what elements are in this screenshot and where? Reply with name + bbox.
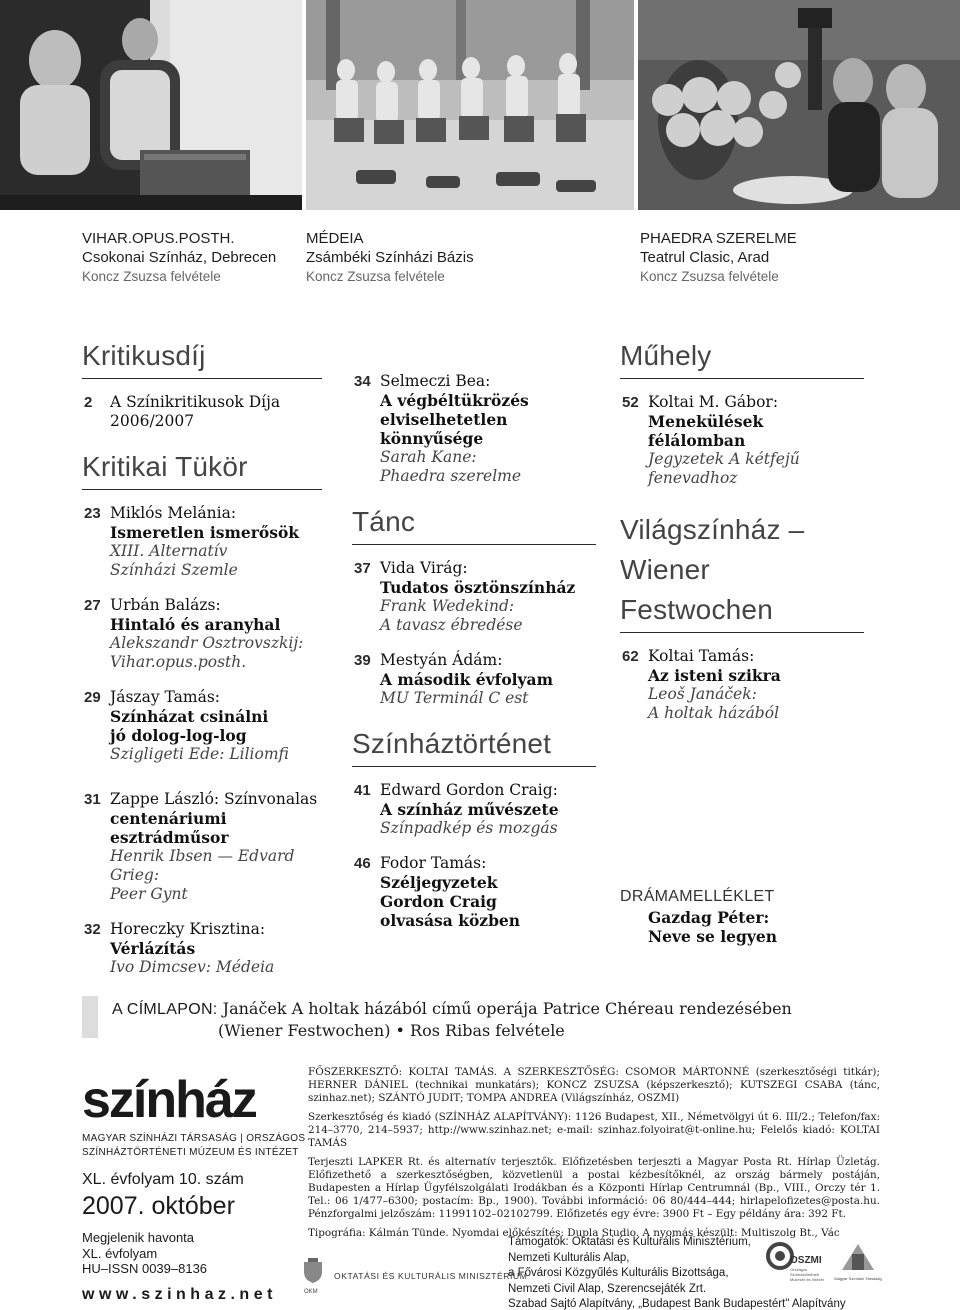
entry-title: A második évfolyam xyxy=(380,670,554,689)
toc-entry[interactable] xyxy=(352,372,596,486)
page-number: 32 xyxy=(84,921,101,938)
entry-title: könnyűsége xyxy=(380,429,484,448)
entry-subject: Színházi Szemle xyxy=(110,561,238,579)
caption-title: MÉDEIA xyxy=(306,230,364,247)
website-link[interactable]: www.szinhaz.net xyxy=(82,1286,277,1303)
drama-supplement[interactable] xyxy=(620,886,860,946)
staff-info xyxy=(308,1066,880,1240)
entry-subject: MU Terminál C est xyxy=(380,689,529,707)
ministry-logo-small: OKM xyxy=(304,1289,318,1295)
supporters xyxy=(508,1235,846,1310)
entry-subject: Alekszandr Osztrovszkij: xyxy=(110,634,304,652)
toc-entry[interactable] xyxy=(352,781,596,838)
page-number: 41 xyxy=(354,782,371,799)
entry-author: Mestyán Ádám: xyxy=(380,651,503,669)
entry-title: olvasása közben xyxy=(380,911,521,930)
toc-entry[interactable] xyxy=(82,504,322,580)
page-number: 37 xyxy=(354,560,371,577)
page-number: 52 xyxy=(622,394,639,411)
entry-subject: Henrik Ibsen — Edvard Grieg: xyxy=(110,847,295,884)
entry-title: A színház művészete xyxy=(380,800,559,819)
entry-subject: Jegyzetek A kétfejű fenevadhoz xyxy=(648,450,800,487)
cover-note-bar xyxy=(82,996,98,1038)
toc-entry[interactable] xyxy=(82,920,322,977)
toc-entry[interactable] xyxy=(620,647,864,723)
staff-publisher: Szerkesztőség és kiadó (SZÍNHÁZ ALAPÍTVÁNY): 1126 Budapest, XII., Németvölgyi út 6. III/2.; Telefon/fax: 214–3770, 214–5937; http://www.szinhaz.net; e-mail: szinhaz.folyoirat@t-online.hu; Felelős kiadó: KOLTAI TAMÁS xyxy=(308,1111,880,1149)
caption-vihar xyxy=(82,229,276,286)
toc-column-1 xyxy=(82,336,322,993)
entry-subject: Phaedra szerelme xyxy=(380,467,522,485)
section-title: Világszínház – xyxy=(620,514,805,545)
caption-title: PHAEDRA SZERELME xyxy=(640,230,797,247)
supplement-author: Gazdag Péter: xyxy=(648,908,770,927)
toc-entry[interactable] xyxy=(82,393,322,431)
staff-distribution: Terjeszti LAPKER Rt. és alternatív terjesztők. Előfizetésben terjeszti a Magyar Posta Rt. Hírlap Üzletág. Előfizethető a szerkesztőségben, közvetlenül a postai kézbesítőknél, az ország bármely postáján, Budapesten a Hírlap Ügyfélszolgálati Irodákban és a Központi Hírlap Centrumnál (Bp., VIII., Orczy tér 1. Tel.: 06 1/477–6300; postacím: Bp., 1900). További információ: 06 80/444–444; hirlapelofizetes@posta.hu. Pénzforgalmi jelzőszám: 11991102–02102799. Előfizetés egy évre: 3900 Ft – Egy példány ára: 392 Ft. xyxy=(308,1156,880,1220)
entry-title: Hintaló és aranyhal xyxy=(110,615,281,634)
entry-line: 2006/2007 xyxy=(110,412,195,430)
cover-note-line1: Janáček A holtak házából című operája Patrice Chéreau rendezésében xyxy=(222,999,792,1018)
publisher xyxy=(82,1132,305,1160)
entry-author: Vida Virág: xyxy=(380,559,468,577)
section-title: Wiener Festwochen xyxy=(620,554,773,625)
section-title: Kritikai Tükör xyxy=(82,451,248,482)
entry-title: Gordon Craig xyxy=(380,892,497,911)
entry-line: A Színikritikusok Díja xyxy=(110,393,281,411)
toc-entry[interactable] xyxy=(352,651,596,708)
toc-entry[interactable] xyxy=(82,596,322,672)
caption-place: Csokonai Színház, Debrecen xyxy=(82,249,277,266)
frequency: Megjelenik havonta xyxy=(82,1230,195,1245)
caption-credit: Koncz Zsuzsa felvétele xyxy=(306,269,445,284)
toc-column-3 xyxy=(620,336,864,739)
section-rule xyxy=(352,544,596,545)
toc-entry[interactable] xyxy=(82,688,322,764)
entry-author: Koltai M. Gábor: xyxy=(648,393,779,411)
staff-credits: Tipográfia: Kálmán Tünde. Nyomdai előkészítés: Dupla Studio. A nyomás készült: Multiszolg Bt., Vác xyxy=(308,1227,840,1239)
staff-editors: FŐSZERKESZTŐ: KOLTAI TAMÁS. A SZERKESZTŐSÉG: CSOMOR MÁRTONNÉ (szerkesztőségi titkár); HERNER DÁNIEL (technikai munkatárs); KONCZ ZSUZSA (képszerkesztő); KUTSZEGI CSABA (tánc, szinhaz.net); SZÁNTÓ JUDIT; TOMPA ANDREA (Világszínház, OSZMI) xyxy=(308,1066,880,1104)
section-rule xyxy=(352,766,596,767)
caption-place: Zsámbéki Színházi Bázis xyxy=(306,249,474,266)
supporters-line: Szabad Sajtó Alapítvány, „Budapest Bank Budapestért" Alapítvány xyxy=(508,1298,846,1310)
cover-note xyxy=(112,998,852,1041)
supporters-line: Támogatók: Oktatási és Kulturális Minisztérium, xyxy=(508,1236,751,1248)
issn: HU–ISSN 0039–8136 xyxy=(82,1261,208,1276)
entry-subject: Leoš Janáček: xyxy=(648,685,757,703)
supplement-title: DRÁMAMELLÉKLET xyxy=(620,888,775,905)
issue-info xyxy=(82,1230,207,1277)
ministry-logo: OKTATÁSI ÉS KULTURÁLIS MINISZTÉRIUM xyxy=(334,1271,528,1281)
publisher-line2: SZÍNHÁZTÖRTÉNETI MÚZEUM ÉS INTÉZET xyxy=(82,1147,299,1158)
entry-subject: Ivo Dimcsev: Médeia xyxy=(110,958,275,976)
entry-subject: A tavasz ébredése xyxy=(380,616,523,634)
section-rule xyxy=(620,632,864,633)
ptk-logo: Magyar Színházi Társaság xyxy=(834,1276,882,1281)
entry-author: Miklós Melánia: xyxy=(110,504,237,522)
section-rule xyxy=(82,489,322,490)
toc-entry[interactable] xyxy=(82,790,322,904)
entry-author: Edward Gordon Craig: xyxy=(380,781,558,799)
cover-note-label: A CÍMLAPON: xyxy=(112,1001,218,1018)
photo-phaedra xyxy=(638,0,960,210)
page-number: 34 xyxy=(354,373,371,390)
entry-subject: A holtak házából xyxy=(648,704,780,722)
section-rule xyxy=(620,378,864,379)
section-title: Színháztörténet xyxy=(352,728,552,759)
issue-number: XL. évfolyam 10. szám xyxy=(82,1171,244,1188)
page-number: 29 xyxy=(84,689,101,706)
oszmi-logo: OSZMI xyxy=(790,1255,822,1266)
entry-title: elviselhetetlen xyxy=(380,410,508,429)
entry-author: Jászay Tamás: xyxy=(110,688,220,706)
cover-note-line2: (Wiener Festwochen) • Ros Ribas felvétele xyxy=(218,1021,565,1040)
page-number: 31 xyxy=(84,791,101,808)
entry-subject: Vihar.opus.posth. xyxy=(110,653,247,671)
entry-author: Urbán Balázs: xyxy=(110,596,221,614)
entry-title: A végbéltükrözés xyxy=(380,391,529,410)
entry-title: Széljegyzetek xyxy=(380,873,498,892)
section-title: Tánc xyxy=(352,506,416,537)
volume: XL. évfolyam xyxy=(82,1245,158,1261)
section-title: Műhely xyxy=(620,340,712,371)
entry-title: Színházat csinálni xyxy=(110,707,269,726)
entry-author: Fodor Tamás: xyxy=(380,854,487,872)
caption-medeia xyxy=(306,229,474,286)
entry-subject: Szigligeti Ede: Liliomfi xyxy=(110,745,289,763)
entry-author: Selmeczi Bea: xyxy=(380,372,491,390)
entry-author: Horeczky Krisztina: xyxy=(110,920,266,938)
issue-date: 2007. október xyxy=(82,1192,235,1220)
caption-credit: Koncz Zsuzsa felvétele xyxy=(82,269,221,284)
entry-subject: Sarah Kane: xyxy=(380,448,477,466)
entry-title: Menekülések félálomban xyxy=(648,412,764,450)
entry-title: Vérlázítás xyxy=(110,939,196,958)
photo-vihar xyxy=(0,0,302,210)
supporters-line: a Fővárosi Közgyűlés Kulturális Bizottsága, xyxy=(508,1267,729,1279)
caption-credit: Koncz Zsuzsa felvétele xyxy=(640,269,779,284)
oszmi-logo-sub: Országos Színháztörténeti Múzeum és Intézet xyxy=(790,1267,824,1282)
coat-of-arms-icon xyxy=(302,1258,324,1284)
entry-subject: Peer Gynt xyxy=(110,885,188,903)
caption-place: Teatrul Clasic, Arad xyxy=(640,249,770,266)
toc-entry[interactable] xyxy=(352,854,596,930)
page-number: 23 xyxy=(84,505,101,522)
section-title: Kritikusdíj xyxy=(82,340,206,371)
page-number: 62 xyxy=(622,648,639,665)
entry-subject: Frank Wedekind: xyxy=(380,597,515,615)
supporters-line: Nemzeti Civil Alap, Szerencsejáték Zrt. xyxy=(508,1282,707,1295)
entry-title: Ismeretlen ismerősök xyxy=(110,523,300,542)
section-rule xyxy=(82,378,322,379)
caption-phaedra xyxy=(640,229,797,286)
toc-column-2 xyxy=(352,372,596,946)
page-number: 27 xyxy=(84,597,101,614)
supplement-work: Neve se legyen xyxy=(648,927,778,946)
entry-title: centenáriumi esztrádműsor xyxy=(110,809,229,847)
magazine-logo: színház xyxy=(82,1071,256,1129)
entry-title: Az isteni szikra xyxy=(648,666,781,685)
photo-medeia xyxy=(306,0,634,210)
page-number: 39 xyxy=(354,652,371,669)
entry-subject: Színpadkép és mozgás xyxy=(380,819,558,837)
entry-title: jó dolog-log-log xyxy=(110,726,247,745)
publisher-line1: MAGYAR SZÍNHÁZI TÁRSASÁG | ORSZÁGOS xyxy=(82,1133,306,1144)
toc-entry[interactable] xyxy=(352,559,596,635)
page-number: 46 xyxy=(354,855,371,872)
entry-subject: XIII. Alternatív xyxy=(110,542,228,560)
entry-title: Tudatos ösztönszínház xyxy=(380,578,576,597)
supporters-line: Nemzeti Kulturális Alap, xyxy=(508,1251,630,1264)
page-number: 2 xyxy=(84,394,93,411)
entry-author: Zappe László: Színvonalas xyxy=(110,790,318,808)
caption-title: VIHAR.OPUS.POSTH. xyxy=(82,230,235,247)
toc-entry[interactable] xyxy=(620,393,864,488)
entry-author: Koltai Tamás: xyxy=(648,647,755,665)
